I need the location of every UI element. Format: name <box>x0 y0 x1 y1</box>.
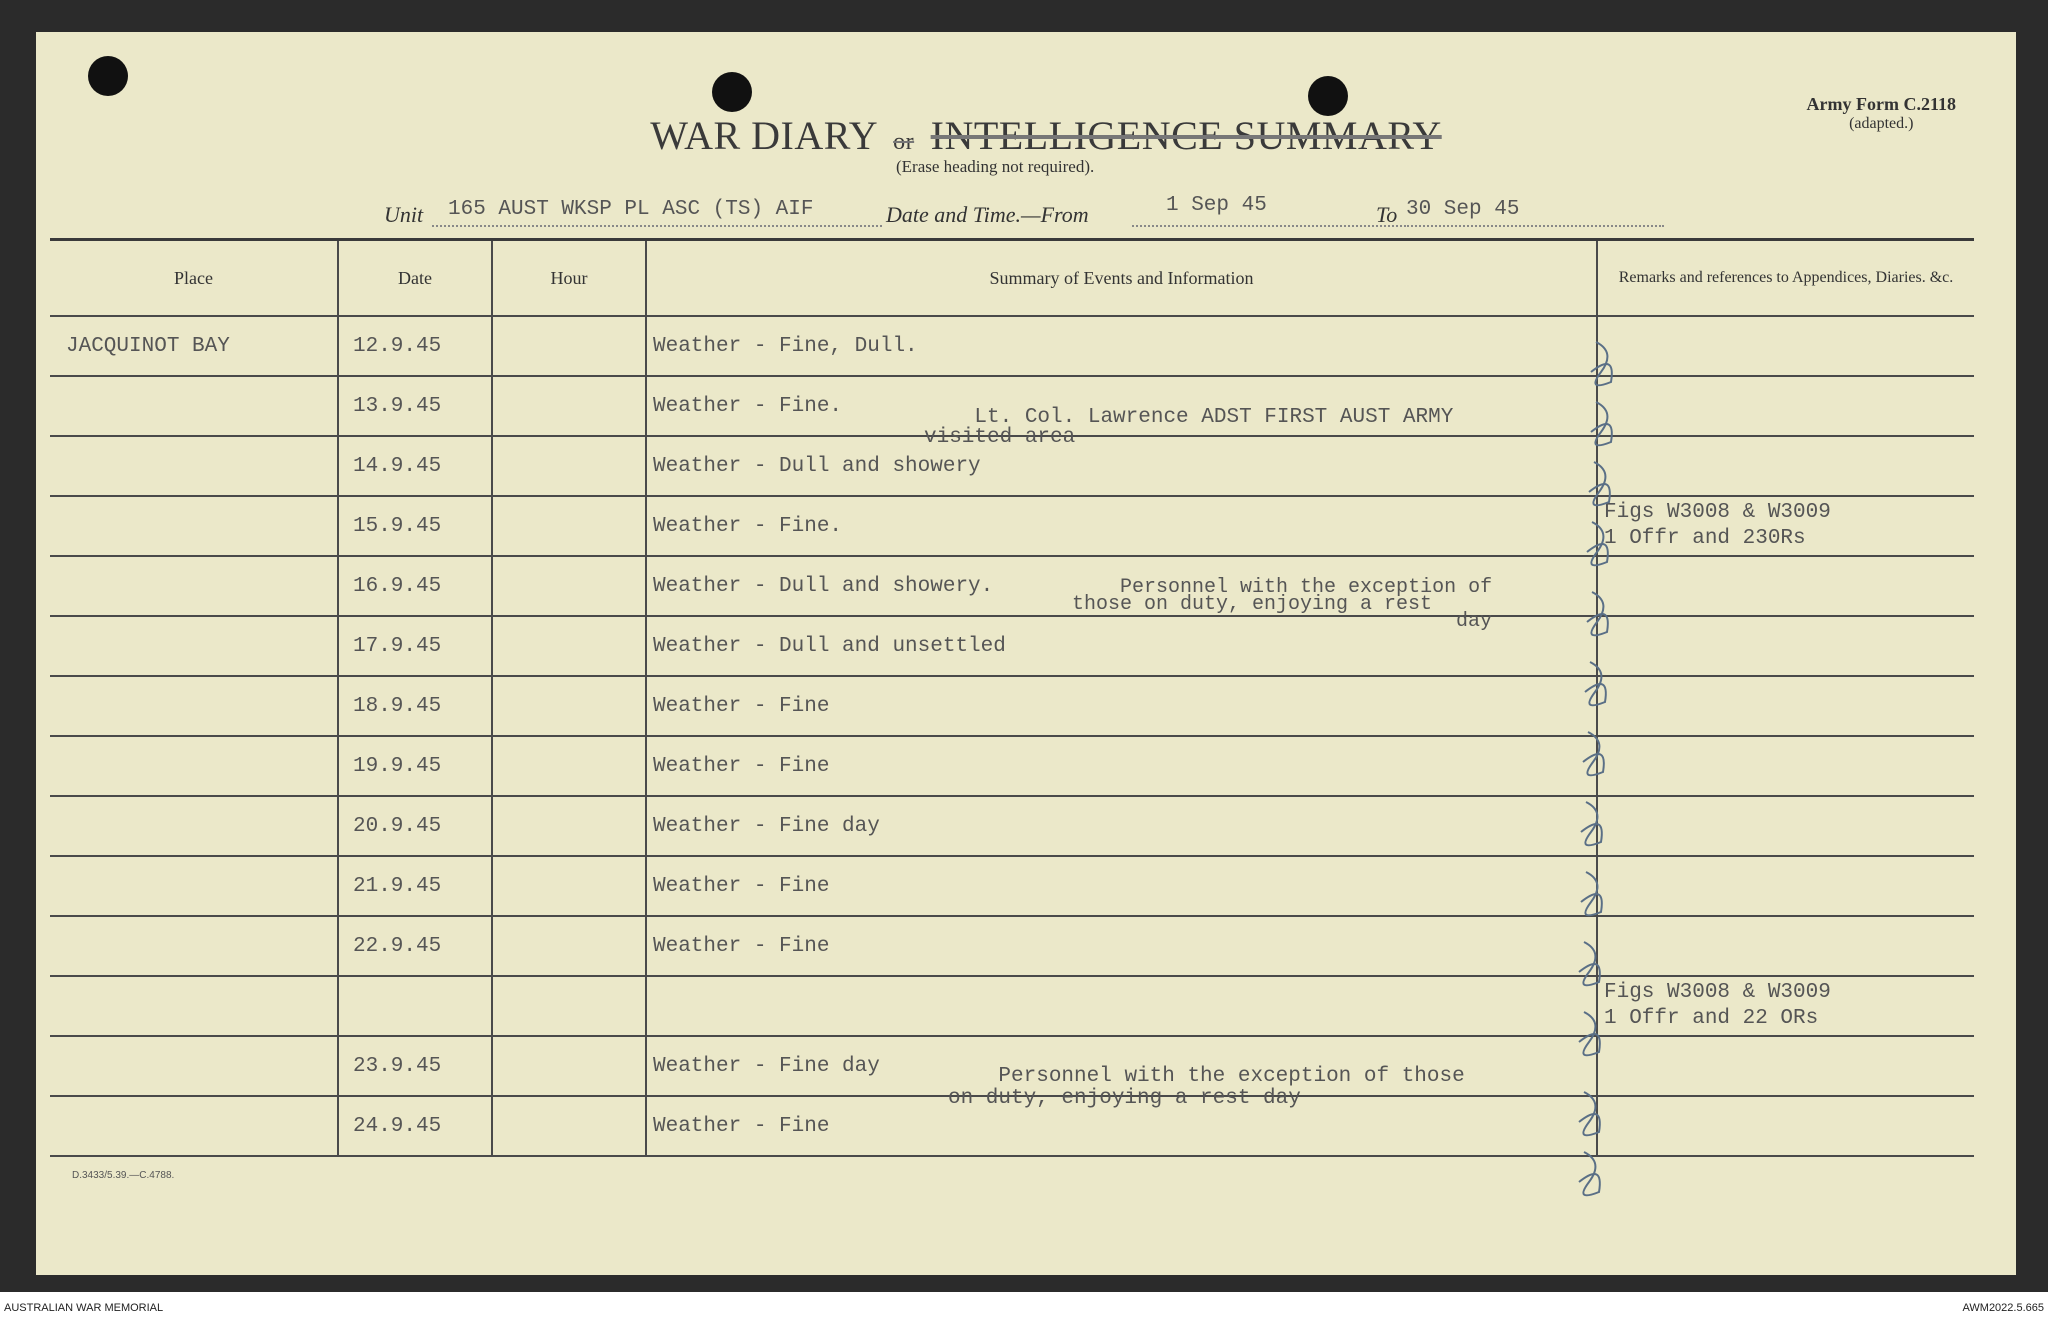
note-23-9 <box>948 1044 1465 1132</box>
diary-page <box>36 32 2016 1275</box>
note-13-9 <box>924 388 1453 468</box>
table-row <box>50 556 1974 616</box>
remarks-cell <box>1597 556 1974 616</box>
initial-mark <box>1579 1152 1600 1195</box>
date-cell: 16.9.45 <box>338 556 492 616</box>
unit-line <box>384 202 423 228</box>
col-summary: Summary of Events and Information <box>646 240 1597 317</box>
remarks-line-2: 1 Offr and 230Rs <box>1604 527 1806 550</box>
summary-cell: Weather - Fine <box>646 1096 1597 1156</box>
summary-cell <box>646 976 1597 1036</box>
note-16-9 <box>1072 562 1492 647</box>
unit-value: 165 AUST WKSP PL ASC (TS) AIF <box>448 198 814 221</box>
place-cell <box>50 976 338 1036</box>
place-cell <box>50 556 338 616</box>
initial-mark <box>1587 592 1608 635</box>
summary-cell: Weather - Fine <box>646 736 1597 796</box>
date-cell: 23.9.45 <box>338 1036 492 1096</box>
army-form-number: Army Form C.2118 <box>1806 94 1956 114</box>
hour-cell <box>492 916 646 976</box>
place-cell <box>50 736 338 796</box>
from-value: 1 Sep 45 <box>1166 194 1267 217</box>
initial-mark <box>1589 462 1610 505</box>
place-cell <box>50 616 338 676</box>
handwritten-initials <box>1566 332 1646 1212</box>
col-hour: Hour <box>492 240 646 317</box>
note-23-line-1: Personnel with the exception of those <box>998 1065 1465 1088</box>
diary-table <box>50 238 1974 1157</box>
date-label-wrap <box>886 202 1089 228</box>
hour-cell <box>492 736 646 796</box>
date-cell: 20.9.45 <box>338 796 492 856</box>
remarks-cell <box>1597 616 1974 676</box>
hour-cell <box>492 796 646 856</box>
hour-cell <box>492 436 646 496</box>
note-23-line-2: on duty, enjoying a rest day <box>948 1087 1301 1110</box>
initial-mark <box>1581 802 1602 845</box>
col-remarks: Remarks and references to Appendices, Diaries. &c. <box>1597 240 1974 317</box>
footer-left: AUSTRALIAN WAR MEMORIAL <box>4 1302 164 1314</box>
note-16-line-1: Personnel with the exception of <box>1120 576 1493 599</box>
remarks-cell <box>1597 1036 1974 1096</box>
summary-cell: Weather - Fine day <box>646 1036 1597 1096</box>
hour-cell <box>492 316 646 376</box>
date-cell: 18.9.45 <box>338 676 492 736</box>
form-reference: D.3433/5.39.—C.4788. <box>72 1170 175 1181</box>
date-cell: 24.9.45 <box>338 1096 492 1156</box>
note-16-line-2: those on duty, enjoying a rest <box>1072 593 1433 616</box>
table-row <box>50 316 1974 376</box>
to-value-wrap <box>1406 194 1519 221</box>
from-value-wrap <box>1166 190 1267 217</box>
place-cell <box>50 376 338 436</box>
remarks-cell <box>1597 436 1974 496</box>
place-cell <box>50 856 338 916</box>
unit-label: Unit <box>384 202 424 227</box>
table-row <box>50 616 1974 676</box>
remarks-cell <box>1597 856 1974 916</box>
place-cell <box>50 496 338 556</box>
initial-mark <box>1585 662 1606 705</box>
punch-hole-left <box>88 56 128 96</box>
hour-cell <box>492 616 646 676</box>
hour-cell <box>492 376 646 436</box>
date-cell: 15.9.45 <box>338 496 492 556</box>
initial-mark <box>1591 402 1612 445</box>
remarks-cell <box>1597 1096 1974 1156</box>
table-header-row <box>50 240 1974 317</box>
summary-cell: Weather - Fine. <box>646 376 1597 436</box>
initial-mark <box>1579 942 1600 985</box>
place-cell <box>50 916 338 976</box>
date-cell <box>338 976 492 1036</box>
remarks-cell <box>1597 316 1974 376</box>
place-cell <box>50 676 338 736</box>
from-dotline <box>1132 225 1402 227</box>
date-cell: 19.9.45 <box>338 736 492 796</box>
punch-hole-center <box>712 72 752 112</box>
title-main: WAR DIARY <box>650 113 877 158</box>
remarks-line-1: Figs W3008 & W3009 <box>1604 501 1831 524</box>
to-value: 30 Sep 45 <box>1406 198 1520 221</box>
remarks-cell <box>1597 736 1974 796</box>
place-cell <box>50 796 338 856</box>
place-cell <box>50 1036 338 1096</box>
initial-mark <box>1579 1092 1600 1135</box>
unit-dotline <box>432 225 882 227</box>
table-row <box>50 856 1974 916</box>
footer-right: AWM2022.5.665 <box>1962 1302 2044 1314</box>
summary-cell: Weather - Fine <box>646 676 1597 736</box>
remarks-cell <box>1597 916 1974 976</box>
place-cell <box>50 1096 338 1156</box>
hour-cell <box>492 1036 646 1096</box>
col-place: Place <box>50 240 338 317</box>
initial-mark <box>1591 342 1612 385</box>
to-label-wrap <box>1376 202 1397 228</box>
archive-footer <box>0 1292 2048 1317</box>
remarks-line-2: 1 Offr and 22 ORs <box>1604 1007 1819 1030</box>
summary-cell: Weather - Fine day <box>646 796 1597 856</box>
hour-cell <box>492 976 646 1036</box>
hour-cell <box>492 676 646 736</box>
date-cell: 22.9.45 <box>338 916 492 976</box>
initial-mark <box>1587 522 1608 565</box>
to-dotline <box>1404 225 1664 227</box>
summary-cell: Weather - Fine. <box>646 496 1597 556</box>
initial-mark <box>1583 732 1604 775</box>
erase-note: (Erase heading not required). <box>896 157 1095 176</box>
army-form-label <box>1807 94 1956 133</box>
table-row <box>50 976 1974 1036</box>
date-cell: 12.9.45 <box>338 316 492 376</box>
remarks-cell <box>1597 976 1974 1036</box>
table-row <box>50 496 1974 556</box>
date-label: Date and Time.—From <box>886 202 1089 227</box>
note-13-line-2: visited area <box>924 426 1076 449</box>
summary-cell: Weather - Dull and unsettled <box>646 616 1597 676</box>
unit-value-wrap <box>448 194 813 221</box>
hour-cell <box>492 856 646 916</box>
hour-cell <box>492 496 646 556</box>
page-title <box>596 112 1496 159</box>
date-cell: 13.9.45 <box>338 376 492 436</box>
to-label: To <box>1376 202 1398 227</box>
note-13-line-1: Lt. Col. Lawrence ADST FIRST AUST ARMY <box>974 406 1454 429</box>
place-cell: JACQUINOT BAY <box>50 316 338 376</box>
note-16-line-3: day <box>1456 610 1493 633</box>
table-row <box>50 916 1974 976</box>
title-or: or <box>893 129 915 155</box>
army-form-sub: (adapted.) <box>1849 115 1914 132</box>
col-date: Date <box>338 240 492 317</box>
remarks-cell <box>1597 796 1974 856</box>
summary-cell: Weather - Dull and showery <box>646 436 1597 496</box>
table-row <box>50 796 1974 856</box>
date-cell: 21.9.45 <box>338 856 492 916</box>
remarks-cell <box>1597 496 1974 556</box>
table-row <box>50 676 1974 736</box>
remarks-cell <box>1597 676 1974 736</box>
place-cell <box>50 436 338 496</box>
date-cell: 17.9.45 <box>338 616 492 676</box>
remarks-cell <box>1597 376 1974 436</box>
remarks-line-1: Figs W3008 & W3009 <box>1604 981 1831 1004</box>
initial-mark <box>1579 1012 1600 1055</box>
date-cell: 14.9.45 <box>338 436 492 496</box>
summary-cell: Weather - Dull and showery. <box>646 556 1597 616</box>
table-row <box>50 736 1974 796</box>
title-struck: INTELLIGENCE SUMMARY <box>930 113 1442 158</box>
punch-hole-right <box>1308 76 1348 116</box>
summary-cell: Weather - Fine <box>646 916 1597 976</box>
hour-cell <box>492 1096 646 1156</box>
initial-mark <box>1581 872 1602 915</box>
summary-cell: Weather - Fine, Dull. <box>646 316 1597 376</box>
summary-cell: Weather - Fine <box>646 856 1597 916</box>
hour-cell <box>492 556 646 616</box>
